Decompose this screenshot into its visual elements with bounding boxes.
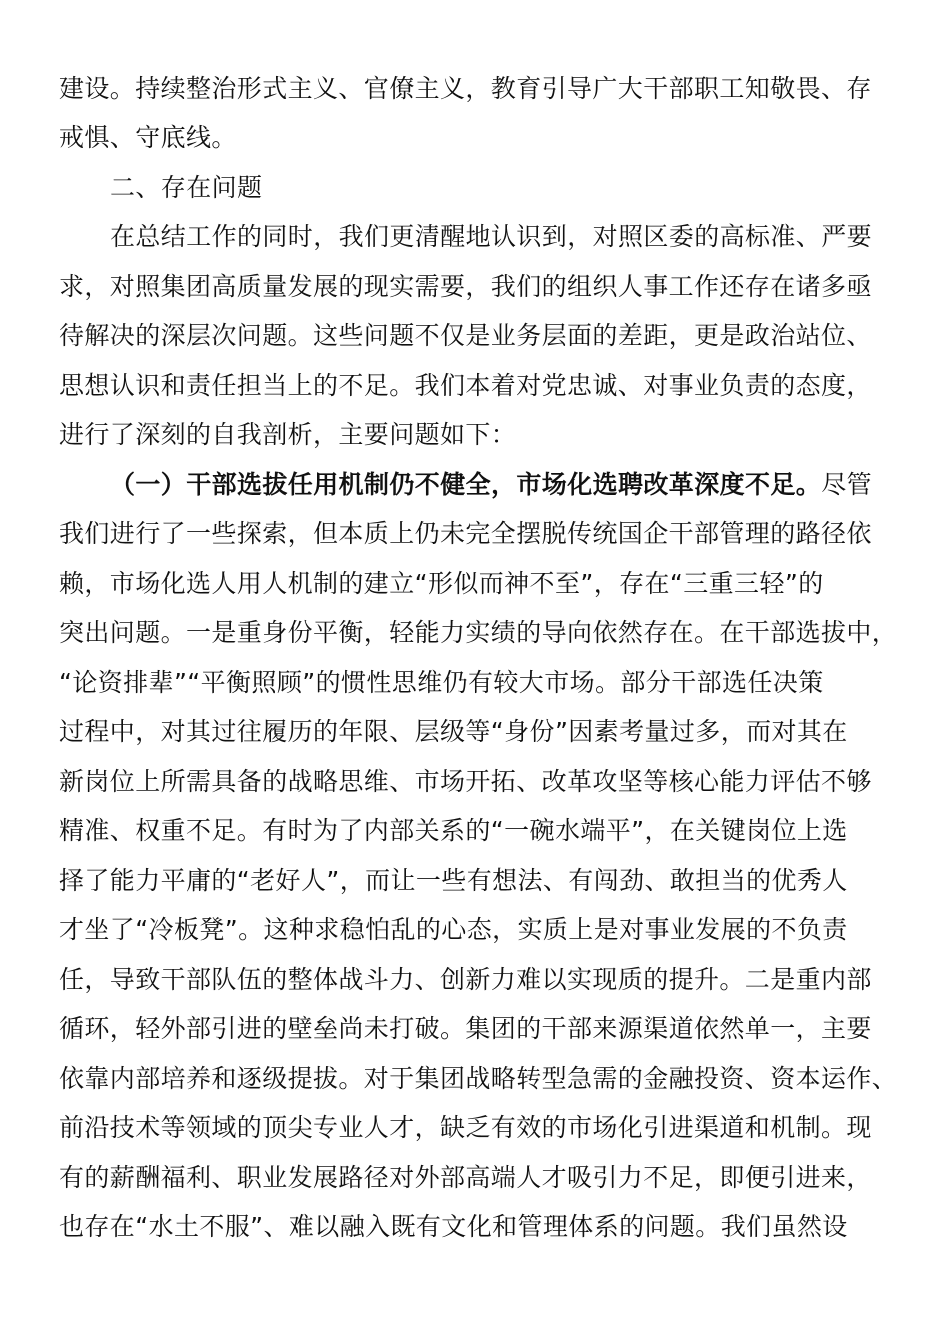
text-line-9 [110, 465, 872, 505]
section-heading: 二、存在问题 [110, 173, 263, 202]
text-line-18: 才坐了“冷板凳”。这种求稳怕乱的心态，实质上是对事业发展的不负责 [59, 915, 848, 944]
text-line-8: 进行了深刻的自我剖析，主要问题如下： [59, 420, 517, 449]
text-line-1: 建设。持续整治形式主义、官僚主义，教育引导广大干部职工知敬畏、存 [59, 74, 872, 103]
text-line-20: 循环，轻外部引进的壁垒尚未打破。集团的干部来源渠道依然单一，主要 [59, 1014, 872, 1043]
text-line-2: 戒惧、守底线。 [59, 123, 237, 152]
text-line-21: 依靠内部培养和逐级提拔。对于集团战略转型急需的金融投资、资本运作、 [59, 1064, 898, 1093]
text-line-6: 待解决的深层次问题。这些问题不仅是业务层面的差距，更是政治站位、 [59, 321, 872, 350]
text-line-10: 我们进行了一些探索，但本质上仍未完全摆脱传统国企干部管理的路径依 [59, 519, 872, 548]
text-line-13: “论资排辈”“平衡照顾”的惯性思维仍有较大市场。部分干部选任决策 [59, 668, 824, 697]
text-line-14: 过程中，对其过往履历的年限、层级等“身份”因素考量过多，而对其在 [59, 717, 848, 746]
subsection-text-start: 尽管 [821, 470, 873, 499]
text-line-17: 择了能力平庸的“老好人”，而让一些有想法、有闯劲、敢担当的优秀人 [59, 866, 848, 895]
text-line-19: 任，导致干部队伍的整体战斗力、创新力难以实现质的提升。二是重内部 [59, 965, 872, 994]
text-line-23: 有的薪酬福利、职业发展路径对外部高端人才吸引力不足，即便引进来， [59, 1163, 872, 1192]
text-line-16: 精准、权重不足。有时为了内部关系的“一碗水端平”，在关键岗位上选 [59, 816, 848, 845]
subsection-heading: （一）干部选拔任用机制仍不健全，市场化选聘改革深度不足。 [110, 470, 822, 499]
text-line-11: 赖，市场化选人用人机制的建立“形似而神不至”，存在“三重三轻”的 [59, 569, 824, 598]
text-line-7: 思想认识和责任担当上的不足。我们本着对党忠诚、对事业负责的态度， [59, 371, 872, 400]
text-line-22: 前沿技术等领域的顶尖专业人才，缺乏有效的市场化引进渠道和机制。现 [59, 1113, 872, 1142]
text-line-5: 求，对照集团高质量发展的现实需要，我们的组织人事工作还存在诸多亟 [59, 272, 872, 301]
text-line-4: 在总结工作的同时，我们更清醒地认识到，对照区委的高标准、严要 [110, 222, 873, 251]
text-line-12: 突出问题。一是重身份平衡，轻能力实绩的导向依然存在。在干部选拔中， [59, 618, 898, 647]
text-line-15: 新岗位上所需具备的战略思维、市场开拓、改革攻坚等核心能力评估不够 [59, 767, 872, 796]
text-line-24: 也存在“水土不服”、难以融入既有文化和管理体系的问题。我们虽然设 [59, 1212, 848, 1241]
